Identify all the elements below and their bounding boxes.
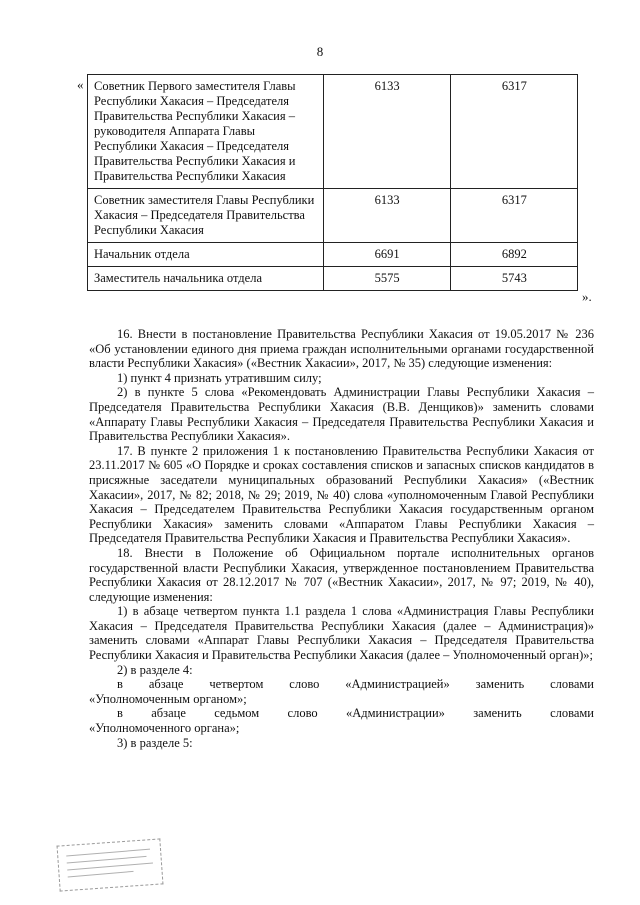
paragraph-18: 18. Внести в Положение об Официальном портале исполнительных органов государственной власти Республики Хакасия, утвержденное постановлением Правительства Республики Хакасия от 28.12.2017 № 707 («Вестник Хакасии», 2017, № 97; 2019, № 40), следующие изменения: <box>89 545 594 604</box>
paragraph-18-item-2b-continued: «Уполномоченного органа»; <box>89 721 240 736</box>
value-cell: 6133 <box>323 75 450 189</box>
value-cell: 6317 <box>450 75 577 189</box>
value-cell: 6691 <box>323 243 450 267</box>
page-number: 8 <box>316 44 324 59</box>
paragraph-16-item-1: 1) пункт 4 признать утратившим силу; <box>117 370 322 385</box>
table-open-quote: « <box>77 77 84 92</box>
position-cell: Заместитель начальника отдела <box>88 267 324 291</box>
value-cell: 5743 <box>450 267 577 291</box>
salary-table <box>87 74 578 291</box>
table-row <box>88 189 578 243</box>
paragraph-18-item-2: 2) в разделе 4: <box>117 662 193 677</box>
position-cell: Советник заместителя Главы Республики Хакасия – Председателя Правительства Республики Хакасия <box>88 189 324 243</box>
stamp-scribble <box>62 844 158 886</box>
paragraph-18-item-3: 3) в разделе 5: <box>117 735 193 750</box>
paragraph-17: 17. В пункте 2 приложения 1 к постановлению Правительства Республики Хакасия от 23.11.2017 № 605 «О Порядке и сроках составления списков и запасных списков кандидатов в присяжные заседатели муниципальных образований Республики Хакасия» («Вестник Хакасии», 2017, № 82; 2018, № 29; 2019, № 40) слова «уполномоченным Главой Республики Хакасия – Председателем Правительства Республики Хакасия государственным органом Республики Хакасия» заменить словами «Аппаратом Главы Республики Хакасия – Председателя Правительства Республики Хакасия и Правительства Республики Хакасия». <box>89 443 594 546</box>
table-row <box>88 243 578 267</box>
value-cell: 6133 <box>323 189 450 243</box>
table-row <box>88 267 578 291</box>
document-body <box>89 327 594 750</box>
paragraph-18-item-2b: в абзаце седьмом слово «Администрации» заменить словами <box>117 706 594 721</box>
paragraph-18-item-2a: в абзаце четвертом слово «Администрацией» заменить словами <box>117 677 594 692</box>
faint-stamp-image <box>57 838 164 891</box>
table-row <box>88 75 578 189</box>
paragraph-16-item-2: 2) в пункте 5 слова «Рекомендовать Администрации Главы Республики Хакасия – Председателя Правительства Республики Хакасия (В.В. Денщиков)» заменить словами «Аппарату Главы Республики Хакасия – Председателя Правительства Республики Хакасия и Правительства Республики Хакасия». <box>89 385 594 444</box>
position-cell: Начальник отдела <box>88 243 324 267</box>
paragraph-18-item-1: 1) в абзаце четвертом пункта 1.1 раздела 1 слова «Администрация Главы Республики Хакасия – Председателя Правительства Республики Хакасия (далее – Администрация)» заменить словами «Аппарат Главы Республики Хакасия – Председателя Правительства Республики Хакасия и Правительства Республики Хакасия (далее – Уполномоченный орган)»; <box>89 604 594 663</box>
value-cell: 6317 <box>450 189 577 243</box>
table-close-quote: ». <box>582 289 592 304</box>
paragraph-16: 16. Внести в постановление Правительства Республики Хакасия от 19.05.2017 № 236 «Об установлении единого дня приема граждан исполнительными органами государственной власти Республики Хакасия» («Вестник Хакасии», 2017, № 35) следующие изменения: <box>89 327 594 371</box>
position-cell: Советник Первого заместителя Главы Республики Хакасия – Председателя Правительства Республики Хакасия – руководителя Аппарата Главы Республики Хакасия – Председателя Правительства Республики Хакасия и Правительства Республики Хакасия <box>88 75 324 189</box>
value-cell: 6892 <box>450 243 577 267</box>
value-cell: 5575 <box>323 267 450 291</box>
paragraph-18-item-2a-continued: «Уполномоченным органом»; <box>89 691 247 706</box>
